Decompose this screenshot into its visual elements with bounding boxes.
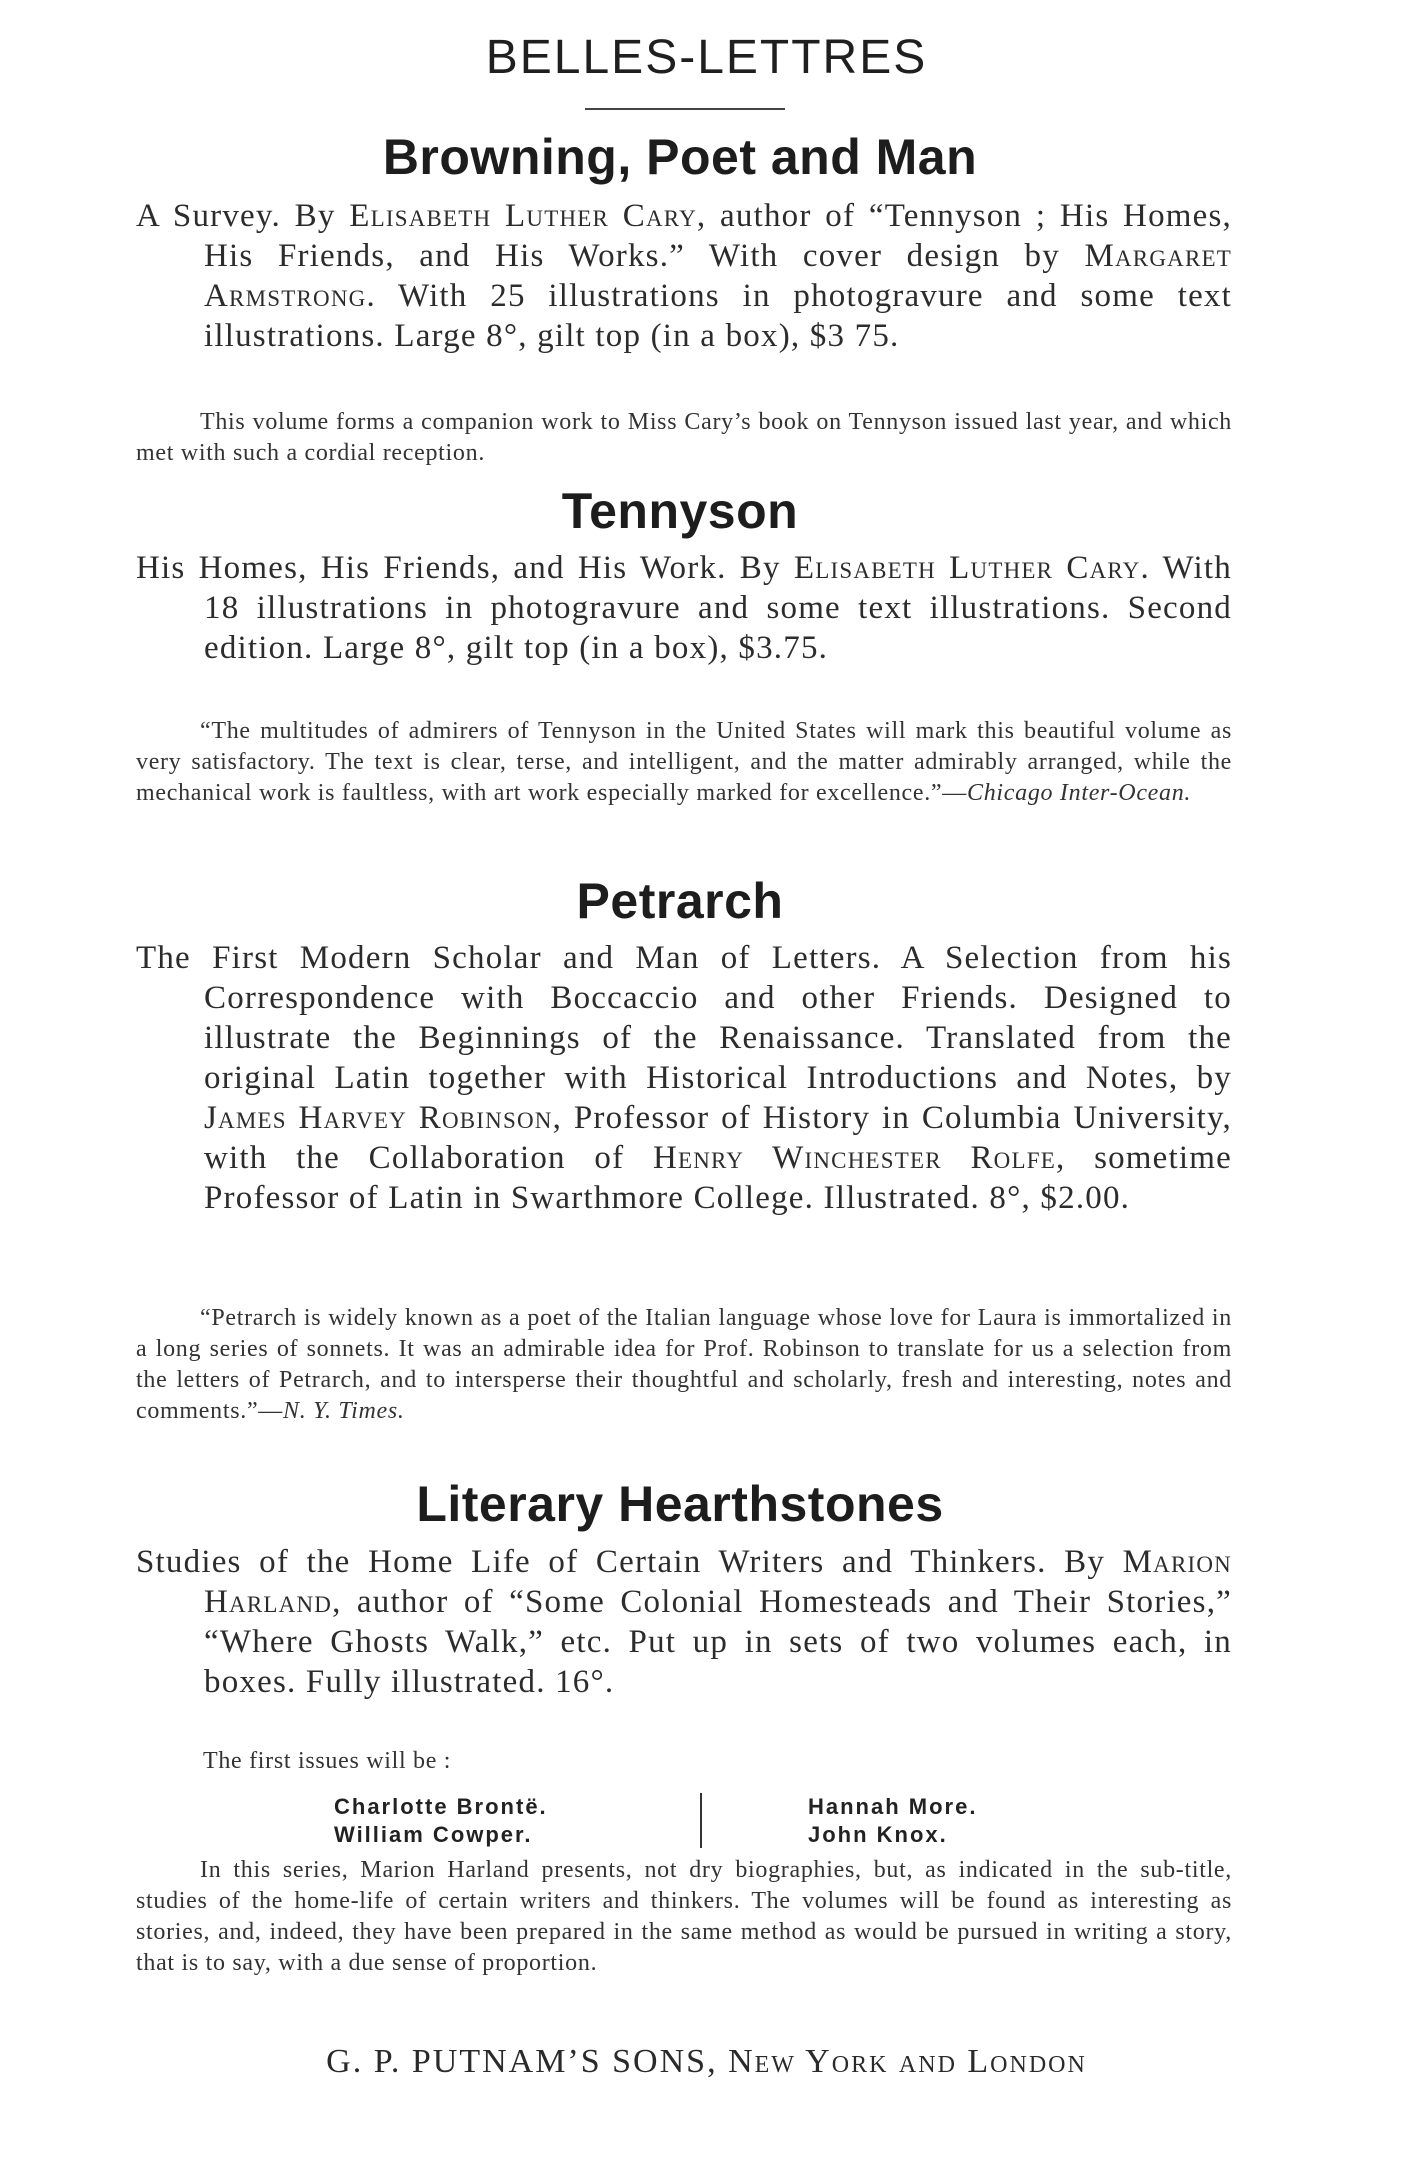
book-note-hearthstones: In this series, Marion Harland presents, not dry biographies, but, as indicated in the sub-title, studies of the home-life of certain writers and thinkers. The volumes will be found as interesting as stories, and, indeed, they have been prepared in the same method as would be pursued in writing a story, that is to say, with a due sense of proportion. bbox=[136, 1857, 1232, 1976]
book-note-petrarch: “Petrarch is widely known as a poet of the Italian language whose love for Laura is immortalized in a long series of sonnets. It was an admirable idea for Prof. Robinson to translate for us a selection from the letters of Petrarch, and to intersperse their thoughtful and scholarly, fresh and interesting, notes and comments.”—N. Y. Times. bbox=[136, 1305, 1232, 1424]
publisher-place: New York and London bbox=[728, 2043, 1087, 2080]
author-name: Elisabeth Luther Cary bbox=[349, 198, 697, 234]
book-description-petrarch: The First Modern Scholar and Man of Letters. A Selection from his Correspondence with Boccaccio and other Friends. Designed to illustrate the Beginnings of the Renaissance. Translated from the original Latin together with Historical Introductions and Notes, by James Harvey Robinson, Professor of History in Columbia University, with the Collaboration of Henry Winchester Rolfe, sometime Professor of Latin in Swarthmore College. Illustrated. 8°, $2.00. bbox=[136, 940, 1232, 1216]
issue-item: Charlotte Brontë. bbox=[334, 1794, 548, 1819]
book-description-browning: A Survey. By Elisabeth Luther Cary, author of “Tennyson ; His Homes, His Friends, and His Works.” With cover design by Margaret Armstrong. With 25 illustrations in photogravure and some text illustrations. Large 8°, gilt top (in a box), $3 75. bbox=[136, 198, 1232, 354]
header-rule bbox=[585, 108, 785, 110]
issues-right-column bbox=[808, 1793, 977, 1849]
book-title-tennyson: Tennyson bbox=[561, 483, 799, 539]
issue-item: Hannah More. bbox=[808, 1794, 978, 1819]
issues-intro: The first issues will be : bbox=[203, 1748, 452, 1774]
coauthor-name: Henry Winchester Rolfe bbox=[652, 1140, 1056, 1176]
publisher-name: G. P. PUTNAM’S SONS, bbox=[326, 2043, 718, 2080]
note-source: Chicago Inter-Ocean. bbox=[967, 780, 1192, 806]
author-name: James Harvey Robinson bbox=[204, 1100, 553, 1136]
issue-item: John Knox. bbox=[808, 1822, 948, 1847]
book-note-browning: This volume forms a companion work to Miss Cary’s book on Tennyson issued last year, and which met with such a cordial reception. bbox=[136, 409, 1232, 466]
designer-name: Margaret Armstrong bbox=[204, 238, 1232, 314]
publisher-footer bbox=[0, 2043, 1413, 2081]
issues-divider bbox=[700, 1793, 702, 1848]
issue-item: William Cowper. bbox=[334, 1822, 533, 1847]
book-description-hearthstones: Studies of the Home Life of Certain Writers and Thinkers. By Marion Harland, author of “Some Colonial Homesteads and Their Stories,” “Where Ghosts Walk,” etc. Put up in sets of two volumes each, in boxes. Fully illustrated. 16°. bbox=[136, 1544, 1232, 1700]
book-title-hearthstones: Literary Hearthstones bbox=[416, 1476, 944, 1532]
author-name: Marion Harland bbox=[204, 1544, 1232, 1620]
book-title-browning: Browning, Poet and Man bbox=[382, 129, 978, 185]
author-name: Elisabeth Luther Cary bbox=[793, 550, 1141, 586]
book-title-petrarch: Petrarch bbox=[576, 873, 784, 929]
issues-left-column bbox=[334, 1793, 548, 1849]
book-note-tennyson: “The multitudes of admirers of Tennyson in the United States will mark this beautiful volume as very satisfactory. The text is clear, terse, and intelligent, and the matter admirably arranged, while the mechanical work is faultless, with art work especially marked for excellence.”—Chicago Inter-Ocean. bbox=[136, 718, 1232, 806]
page-header: BELLES-LETTRES bbox=[485, 31, 928, 84]
book-description-tennyson: His Homes, His Friends, and His Work. By Elisabeth Luther Cary. With 18 illustrations in photogravure and some text illustrations. Second edition. Large 8°, gilt top (in a box), $3.75. bbox=[136, 550, 1232, 666]
note-source: N. Y. Times. bbox=[283, 1398, 405, 1424]
